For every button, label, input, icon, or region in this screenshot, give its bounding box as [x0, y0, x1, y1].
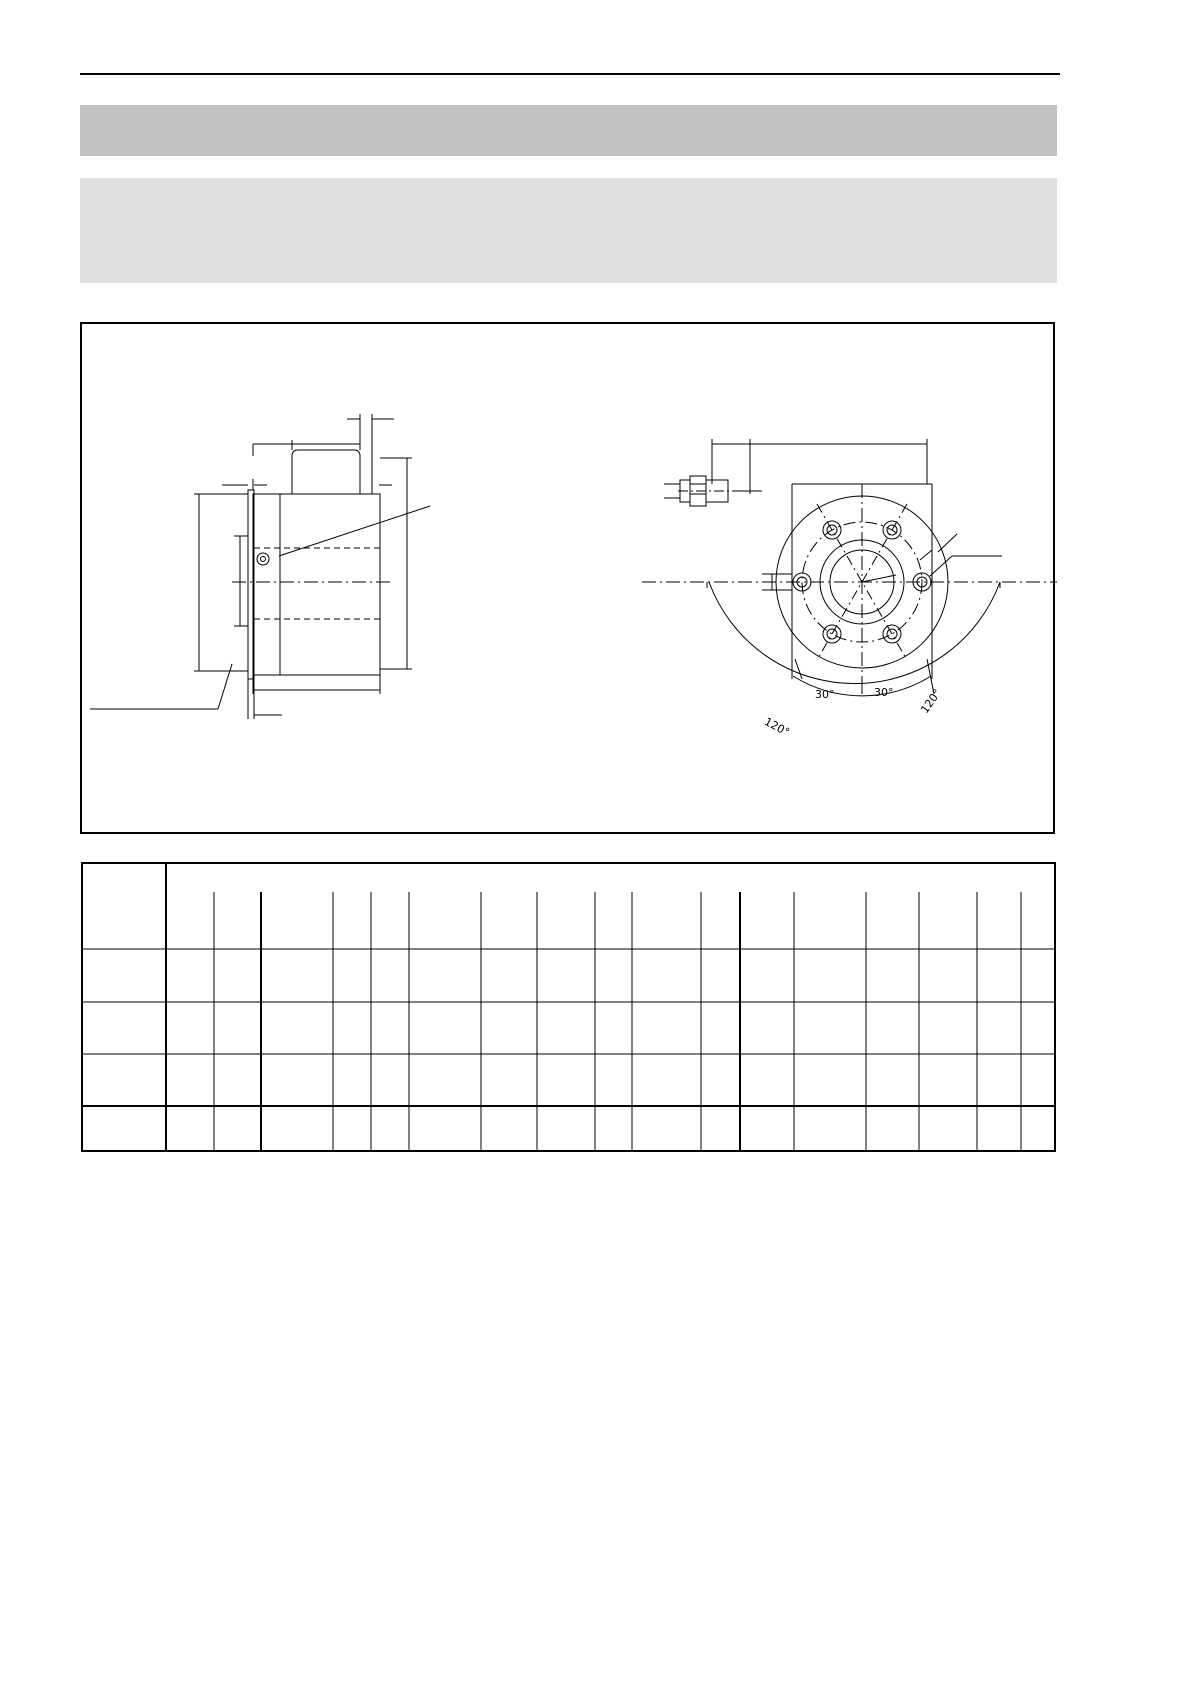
connector-box: [292, 450, 360, 494]
dimension-table: [81, 862, 1056, 1152]
dimension-drawing-frame: [80, 322, 1055, 834]
angle-label-30-left: 30°: [815, 688, 835, 701]
cable-gland: [664, 476, 762, 506]
angle-label-120-left: 120°: [762, 715, 792, 739]
front-view: [642, 439, 1057, 696]
side-view: [90, 414, 430, 719]
header-rule: [80, 73, 1060, 75]
screw-symbol: [257, 553, 269, 565]
section-subtitle-band: [80, 178, 1057, 283]
section-title-bar: [80, 105, 1057, 156]
dimension-drawing: [82, 324, 1057, 836]
angle-label-30-right: 30°: [874, 686, 894, 699]
housing-body: [253, 494, 380, 675]
angle-label-120-right: 120°: [918, 686, 945, 716]
dimension-table-grid: [81, 862, 1056, 1152]
